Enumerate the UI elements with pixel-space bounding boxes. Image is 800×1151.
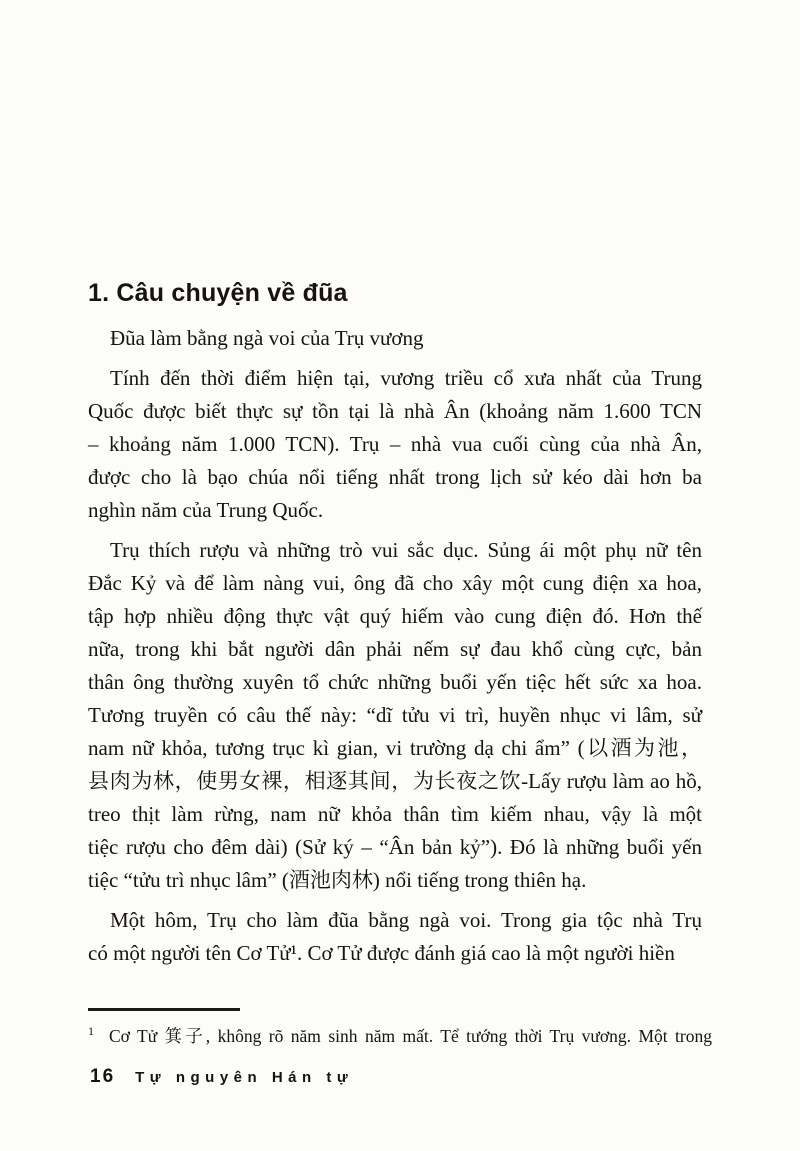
text-line: tiệc “tửu trì nhục lâm” (酒池肉林) nổi tiếng trong thiên hạ.: [88, 868, 587, 892]
text-line: Quốc được biết thực sự tồn tại là nhà Ân (khoảng năm 1.600 TCN: [88, 399, 702, 423]
text-line: nữa, trong khi bắt người dân phải nếm sự đau khổ cùng cực, bản: [88, 637, 702, 661]
text-line: treo thịt làm rừng, nam nữ khỏa thân tìm kiếm nhau, vậy là một: [88, 802, 702, 826]
paragraphs: [88, 322, 702, 970]
paragraph: [88, 904, 702, 970]
footnote-divider: [88, 1008, 240, 1011]
text-line: tập hợp nhiều động thực vật quý hiếm vào cung điện đó. Hơn thế: [88, 604, 702, 628]
text-line: được cho là bạo chúa nổi tiếng nhất trong lịch sử kéo dài hơn ba: [88, 465, 702, 489]
text-line: Trụ thích rượu và những trò vui sắc dục. Sủng ái một phụ nữ tên: [110, 538, 702, 562]
paragraph: [88, 534, 702, 897]
text-line: 县肉为林，使男女裸，相逐其间，为长夜之饮-Lấy rượu làm ao hồ,: [88, 769, 702, 793]
text-line: nghìn năm của Trung Quốc.: [88, 498, 324, 522]
page-footer: [90, 1066, 353, 1088]
book-title: Tự nguyên Hán tự: [135, 1069, 354, 1086]
text-line: Đắc Kỷ và để làm nàng vui, ông đã cho xây một cung điện xa hoa,: [88, 571, 702, 595]
text-line: Một hôm, Trụ cho làm đũa bằng ngà voi. Trong gia tộc nhà Trụ: [110, 908, 702, 932]
text-line: Tính đến thời điểm hiện tại, vương triều cổ xưa nhất của Trung: [110, 366, 702, 390]
page-content: [88, 277, 702, 977]
footnote-text: Cơ Tử 箕子, không rõ năm sinh năm mất. Tể tướng thời Trụ vương. Một trong: [109, 1025, 712, 1046]
footnote-text-line: [88, 1020, 712, 1048]
text-line: nam nữ khỏa, tương trục kì gian, vi trường dạ chi ẩm” (以酒为池，: [88, 736, 702, 760]
footnote: [88, 1008, 712, 1048]
section-heading: 1. Câu chuyện về đũa: [88, 279, 348, 307]
footnote-marker: 1: [88, 1024, 94, 1038]
paragraph: [88, 322, 702, 355]
paragraph: [88, 362, 702, 527]
text-line: – khoảng năm 1.000 TCN). Trụ – nhà vua cuối cùng của nhà Ân,: [88, 432, 702, 456]
text-line: có một người tên Cơ Tử¹. Cơ Tử được đánh giá cao là một người hiền: [88, 941, 675, 965]
text-line: thân ông thường xuyên tổ chức những buổi yến tiệc hết sức xa hoa.: [88, 670, 702, 694]
text-line: tiệc rượu cho đêm dài) (Sử ký – “Ân bản kỷ”). Đó là những buổi yến: [88, 835, 702, 859]
page-number: 16: [90, 1066, 116, 1087]
text-line: Đũa làm bằng ngà voi của Trụ vương: [110, 326, 424, 350]
text-line: Tương truyền có câu thế này: “dĩ tửu vi trì, huyền nhục vi lâm, sử: [88, 703, 702, 727]
